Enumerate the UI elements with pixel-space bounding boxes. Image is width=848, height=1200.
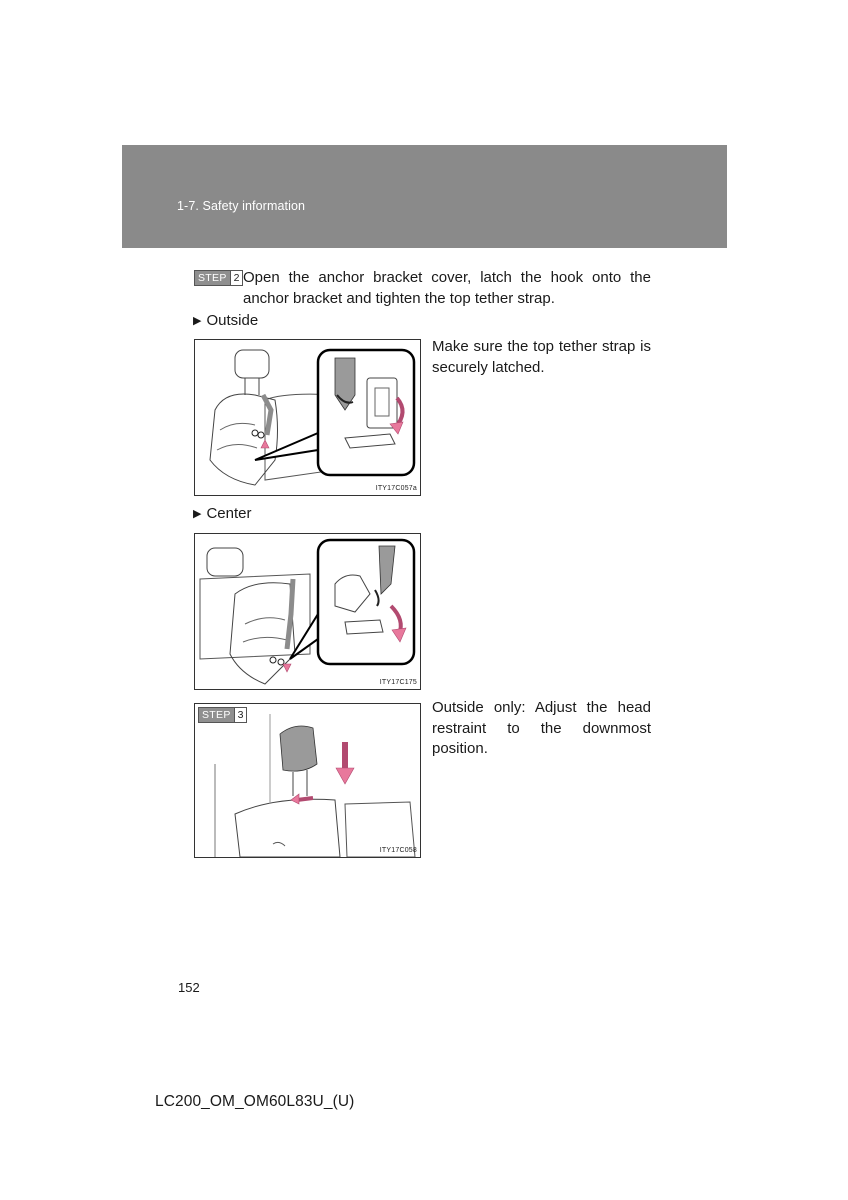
outside-anchor-illustration xyxy=(195,340,420,495)
step-badge-word: STEP xyxy=(199,708,234,722)
center-anchor-figure xyxy=(194,533,421,690)
section-label: 1-7. Safety information xyxy=(177,199,306,213)
outside-caption xyxy=(193,311,258,332)
headrest-illustration xyxy=(195,704,420,857)
center-figure-code: ITY17C175 xyxy=(379,679,417,686)
step-2-line-1: Open the anchor bracket cover, latch the hook onto the xyxy=(243,269,651,286)
right-triangle-icon: ▶ xyxy=(193,508,202,520)
center-caption xyxy=(193,504,252,525)
page-number: 152 xyxy=(178,980,200,995)
center-caption-label: Center xyxy=(206,505,252,522)
step-3-instruction: Outside only: Adjust the head restraint to the downmost position. xyxy=(432,699,651,757)
step-badge-number: 2 xyxy=(230,271,243,285)
center-anchor-illustration xyxy=(195,534,420,689)
headrest-figure xyxy=(194,703,421,858)
step-2-badge xyxy=(194,270,243,286)
step-badge-number: 3 xyxy=(234,708,247,722)
step-2-instruction xyxy=(243,267,651,309)
step-2-line-2: anchor bracket and tighten the top tether strap. xyxy=(243,290,555,307)
right-triangle-icon: ▶ xyxy=(193,315,202,327)
step-3-figure-code: ITY17C058 xyxy=(379,847,417,854)
section-header-band xyxy=(122,145,727,248)
footer-document-code: LC200_OM_OM60L83U_(U) xyxy=(155,1093,355,1110)
outside-note: Make sure the top tether strap is securely latched. xyxy=(432,338,651,376)
outside-figure-code: ITY17C057a xyxy=(375,485,417,492)
step-badge-word: STEP xyxy=(195,271,230,285)
outside-caption-label: Outside xyxy=(206,312,259,329)
outside-anchor-figure xyxy=(194,339,421,496)
